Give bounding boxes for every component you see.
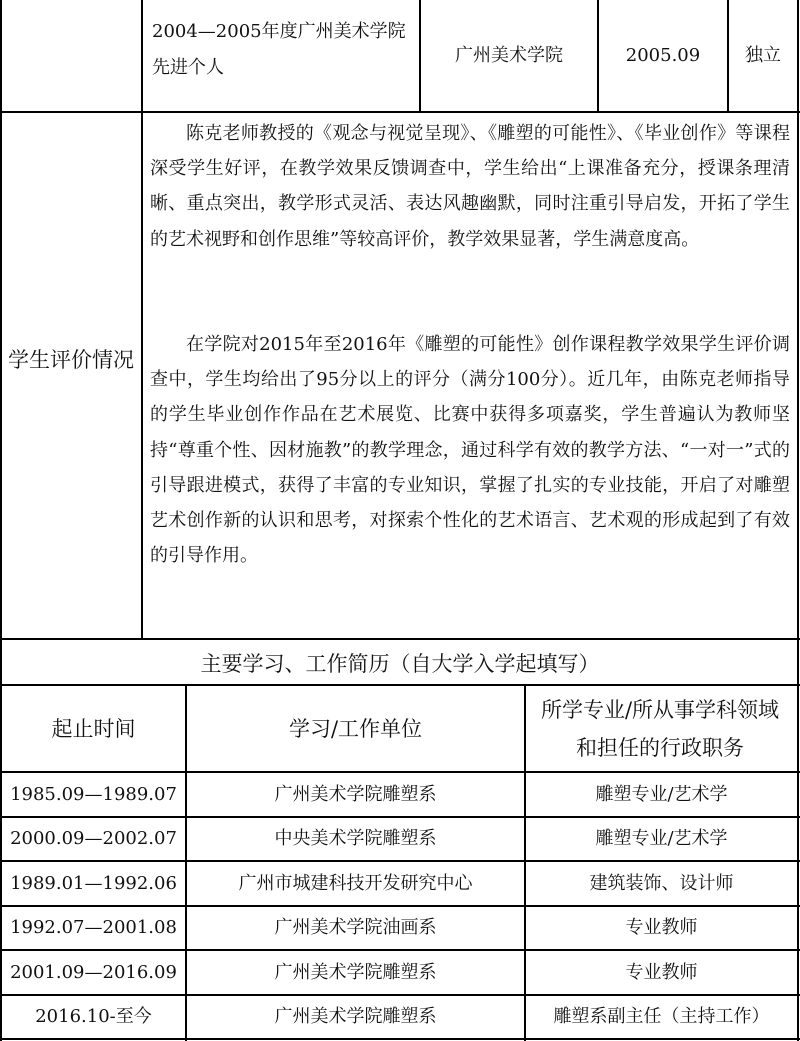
row-1-field: 雕塑专业/艺术学 (595, 783, 728, 805)
row-1-period: 1985.09—1989.07 (10, 783, 177, 805)
evaluation-paragraph-2: 在学院对2015年至2016年《雕塑的可能性》创作课程教学效果学生评价调查中，学生均给出了95分以上的评分（满分100分）。近几年，由陈克老师指导的学生毕业创作作品在艺术展览、比赛中获得多项嘉奖，学生普遍认为教师坚持“尊重个性、因材施教”的教学理念，通过科学有效的教学方法、“一对一”式的引导跟进模式，获得了丰富的专业知识，掌握了扎实的专业技能，开启了对雕塑艺术创作新的认识和思考，对探索个性化的艺术语言、艺术观的形成起到了有效的引导作用。 (150, 334, 790, 567)
award-name: 2004—2005年度广州美术学院先进个人 (152, 21, 406, 78)
row-4-unit: 广州美术学院油画系 (274, 917, 437, 938)
row-1-unit: 广州美术学院雕塑系 (274, 783, 437, 805)
header-unit: 学习/工作单位 (288, 716, 423, 741)
award-date: 2005.09 (625, 44, 701, 66)
row-2-period: 2000.09—2002.07 (10, 828, 177, 849)
rule-award-bottom (0, 111, 800, 113)
award-unit: 广州美术学院 (455, 44, 563, 66)
rule-eval-bottom (0, 638, 800, 640)
row-4-field: 专业教师 (625, 917, 698, 938)
rule-row-6 (0, 1038, 800, 1040)
row-4-period: 1992.07—2001.08 (10, 917, 177, 938)
row-5-period: 2001.09—2016.09 (10, 961, 177, 983)
header-field: 所学专业/所从事学科领域和担任的行政职务 (540, 697, 780, 760)
row-2-unit: 中央美术学院雕塑系 (274, 828, 437, 849)
award-role: 独立 (745, 44, 781, 66)
row-2-field: 雕塑专业/艺术学 (595, 828, 728, 849)
row-5-unit: 广州美术学院雕塑系 (274, 961, 437, 983)
rule-right-edge (797, 0, 799, 1041)
header-period: 起止时间 (51, 716, 136, 741)
evaluation-paragraph-1: 陈克老师教授的《观念与视觉呈现》、《雕塑的可能性》、《毕业创作》等课程深受学生好评，在教学效果反馈调查中，学生给出“上课准备充分，授课条理清晰、重点突出，教学形式灵活、表达风趣幽默，同时注重引导启发，开拓了学生的艺术视野和创作思维”等较高评价，教学效果显著，学生满意度高。 (150, 123, 790, 250)
history-title: 主要学习、工作简历（自大学入学起填写） (200, 652, 600, 676)
row-3-unit: 广州市城建科技开发研究中心 (238, 872, 473, 894)
row-6-unit: 广州美术学院雕塑系 (274, 1006, 437, 1027)
row-6-field: 雕塑系副主任（主持工作） (553, 1006, 770, 1027)
rule-label-col (141, 0, 143, 640)
row-3-period: 1989.01—1992.06 (10, 872, 177, 894)
row-5-field: 专业教师 (625, 961, 698, 983)
evaluation-label: 学生评价情况 (8, 348, 134, 372)
row-3-field: 建筑装饰、设计师 (589, 872, 734, 894)
row-6-period: 2016.10-至今 (35, 1006, 152, 1027)
